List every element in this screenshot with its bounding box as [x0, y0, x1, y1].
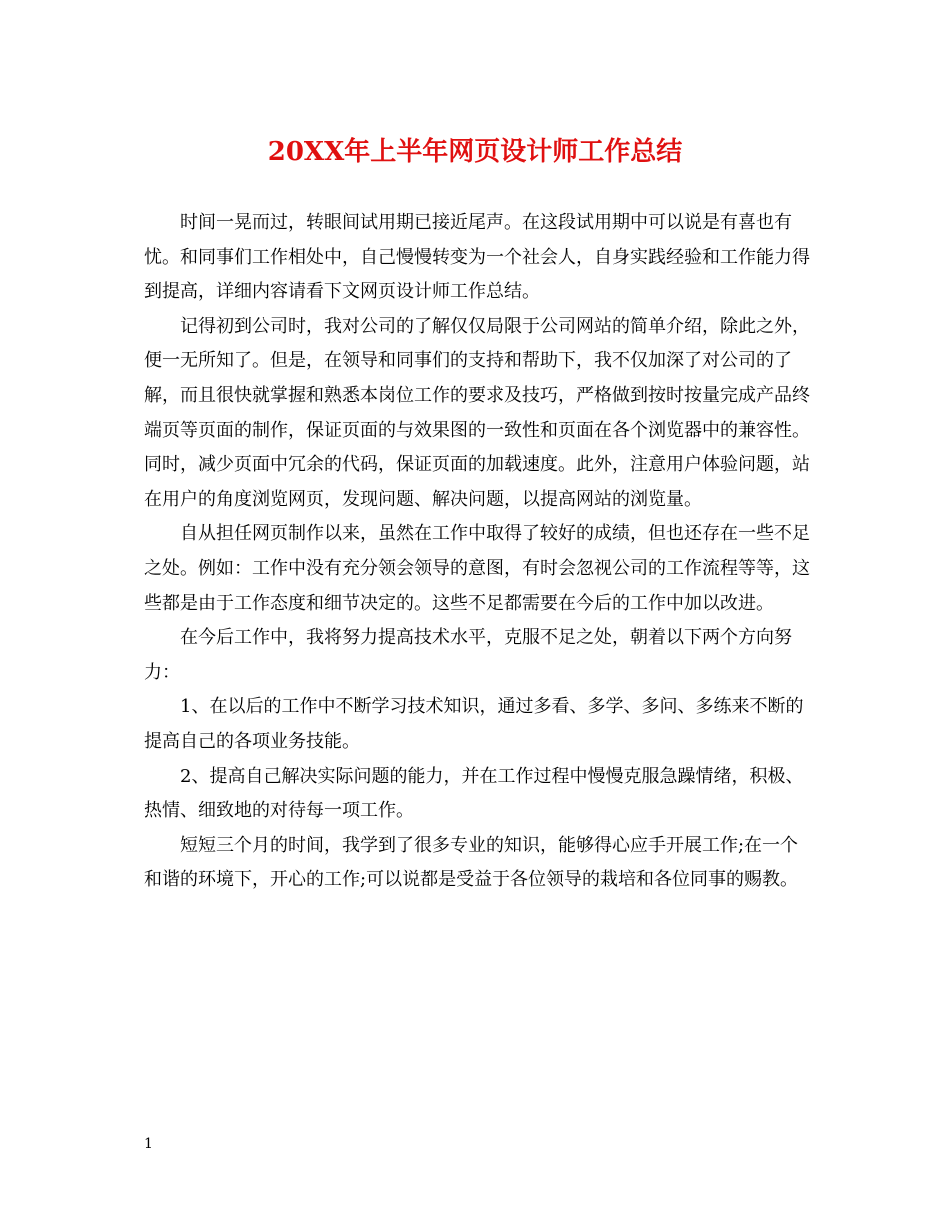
page-number: 1: [144, 1136, 153, 1152]
paragraph-direction-two: 2、提高自己解决实际问题的能力，并在工作过程中慢慢克服急躁情绪，积极、热情、细致地的对待每一项工作。: [144, 765, 804, 822]
paragraph-start-at-company: 记得初到公司时，我对公司的了解仅仅局限于公司网站的简单介绍，除此之外，便一无所知了。但是，在领导和同事们的支持和帮助下，我不仅加深了对公司的了解，而且很快就掌握和熟悉本岗位工作的要求及技巧，严格做到按时按量完成产品终端页等页面的制作，保证页面的与效果图的一致性和页面在各个浏览器中的兼容性。同时，减少页面中冗余的代码，保证页面的加载速度。此外，注意用户体验问题，站在用户的角度浏览网页，发现问题、解决问题，以提高网站的浏览量。: [144, 315, 810, 510]
paragraph-direction-one: 1、在以后的工作中不断学习技术知识，通过多看、多学、多问、多练来不断的提高自己的各项业务技能。: [144, 696, 804, 752]
paragraph-conclusion: 短短三个月的时间，我学到了很多专业的知识，能够得心应手开展工作;在一个和谐的环境下，开心的工作;可以说都是受益于各位领导的栽培和各位同事的赐教。: [144, 834, 799, 891]
paragraph-shortcomings: 自从担任网页制作以来，虽然在工作中取得了较好的成绩，但也还存在一些不足之处。例如：工作中没有充分领会领导的意图，有时会忽视公司的工作流程等等，这些都是由于工作态度和细节决定的。这些不足都需要在今后的工作中加以改进。: [144, 523, 810, 614]
paragraph-future-directions: 在今后工作中，我将努力提高技术水平，克服不足之处，朝着以下两个方向努力：: [144, 627, 792, 683]
paragraph-intro: 时间一晃而过，转眼间试用期已接近尾声。在这段试用期中可以说是有喜也有忧。和同事们工作相处中，自己慢慢转变为一个社会人，自身实践经验和工作能力得到提高，详细内容请看下文网页设计师工作总结。: [144, 212, 810, 303]
document-title: 20XX年上半年网页设计师工作总结: [267, 137, 683, 167]
document-body: [144, 206, 814, 898]
